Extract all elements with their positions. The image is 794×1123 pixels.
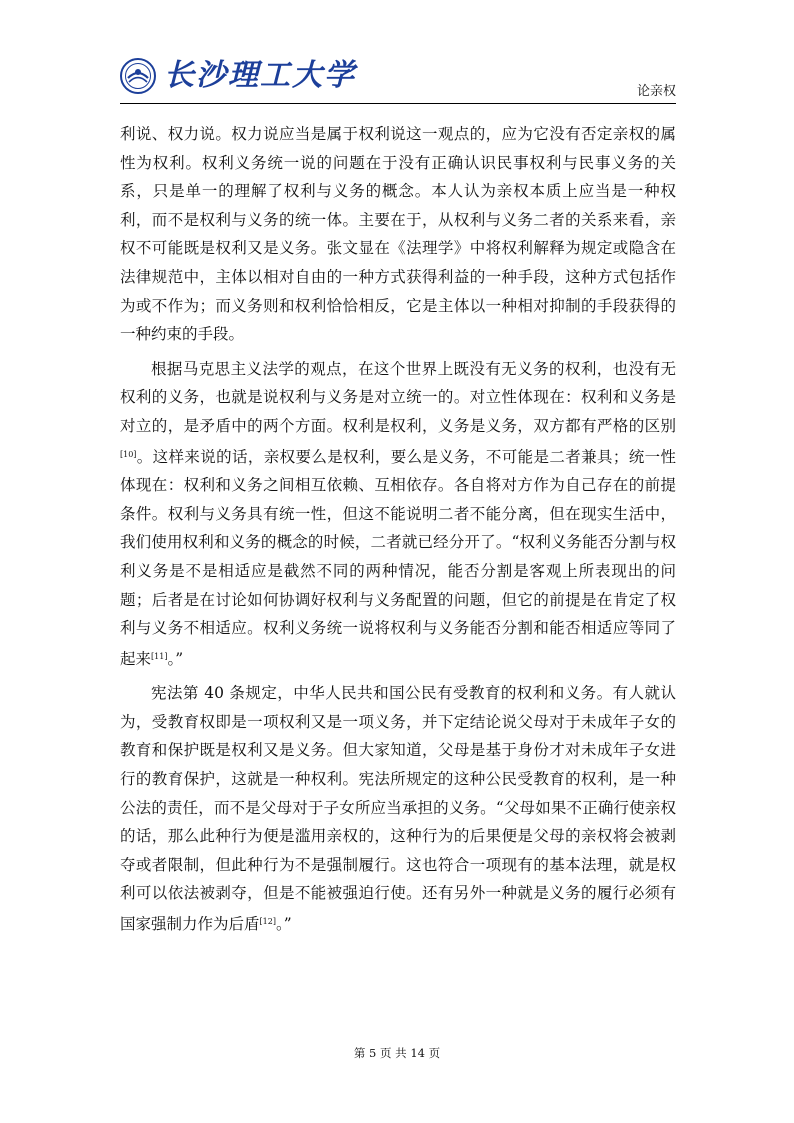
paragraph-text: 。” [167,649,184,668]
page-footer [0,1045,794,1061]
citation-ref: [10] [120,449,137,459]
document-body [120,120,676,945]
paragraph-text: 根据马克思主义法学的观点，在这个世界上既没有无义务的权利，也没有无权利的义务，也就是说权利与义务是对立统一的。对立性体现在：权利和义务是对立的，是矛盾中的两个方面。权利是权利，义务是义务，双方都有严格的区别 [120,359,676,435]
page-number: 第 5 页 共 14 页 [353,1046,441,1060]
paragraph-text: 。这样来说的话，亲权要么是权利，要么是义务，不可能是二者兼具；统一性体现在：权利和义务之间相互依赖、互相依存。各自将对方作为自己存在的前提条件。权利与义务具有统一性，但这不能说明二者不能分离，但在现实生活中，我们使用权利和义务的概念的时候，二者就已经分开了。“权利义务能否分割与权利义务是不是相适应是截然不同的两种情况，能否分割是客观上所表现出的问题；后者是在讨论如何协调好权利与义务配置的问题，但它的前提是在肯定了权利与义务不相适应。权利义务统一说将权利与义务能否分割和能否相适应等同了起来 [120,447,676,668]
paragraph-text: 宪法第 40 条规定，中华人民共和国公民有受教育的权利和义务。有人就认为，受教育权即是一项权利又是一项义务，并下定结论说父母对于未成年子女的教育和保护既是权利又是义务。但大家知道，父母是基于身份才对未成年子女进行的教育保护，这就是一种权利。宪法所规定的这种公民受教育的权利，是一种公法的责任，而不是父母对于子女所应当承担的义务。“父母如果不正确行使亲权的话，那么此种行为便是滥用亲权的，这种行为的后果便是父母的亲权将会被剥夺或者限制，但此种行为不是强制履行。这也符合一项现有的基本法理，就是权利可以依法被剥夺，但是不能被强迫行使。还有另外一种就是义务的履行必须有国家强制力作为后盾 [120,684,676,934]
paragraph-3 [120,679,676,938]
section-title: 论亲权 [636,84,676,99]
paragraph-text: 。” [275,915,292,934]
university-emblem-icon [120,58,156,94]
header-divider [120,103,676,104]
university-logo-text: 长沙理工大学 [164,58,356,93]
citation-ref: [12] [259,917,276,927]
paragraph-text: 利说、权力说。权力说应当是属于权利说这一观点的，应为它没有否定亲权的属性为权利。权利义务统一说的问题在于没有正确认识民事权利与民事义务的关系，只是单一的理解了权利与义务的概念。本人认为亲权本质上应当是一种权利，而不是权利与义务的统一体。主要在于，从权利与义务二者的关系来看，亲权不可能既是权利又是义务。张文显在《法理学》中将权利解释为规定或隐含在法律规范中，主体以相对自由的一种方式获得利益的一种手段，这种方式包括作为或不作为；而义务则和权利恰恰相反，它是主体以一种相对抑制的手段获得的一种约束的手段。 [120,125,676,344]
paragraph-2 [120,355,676,674]
paragraph-1 [120,120,676,349]
citation-ref: [11] [151,651,168,661]
page-header [120,52,676,102]
